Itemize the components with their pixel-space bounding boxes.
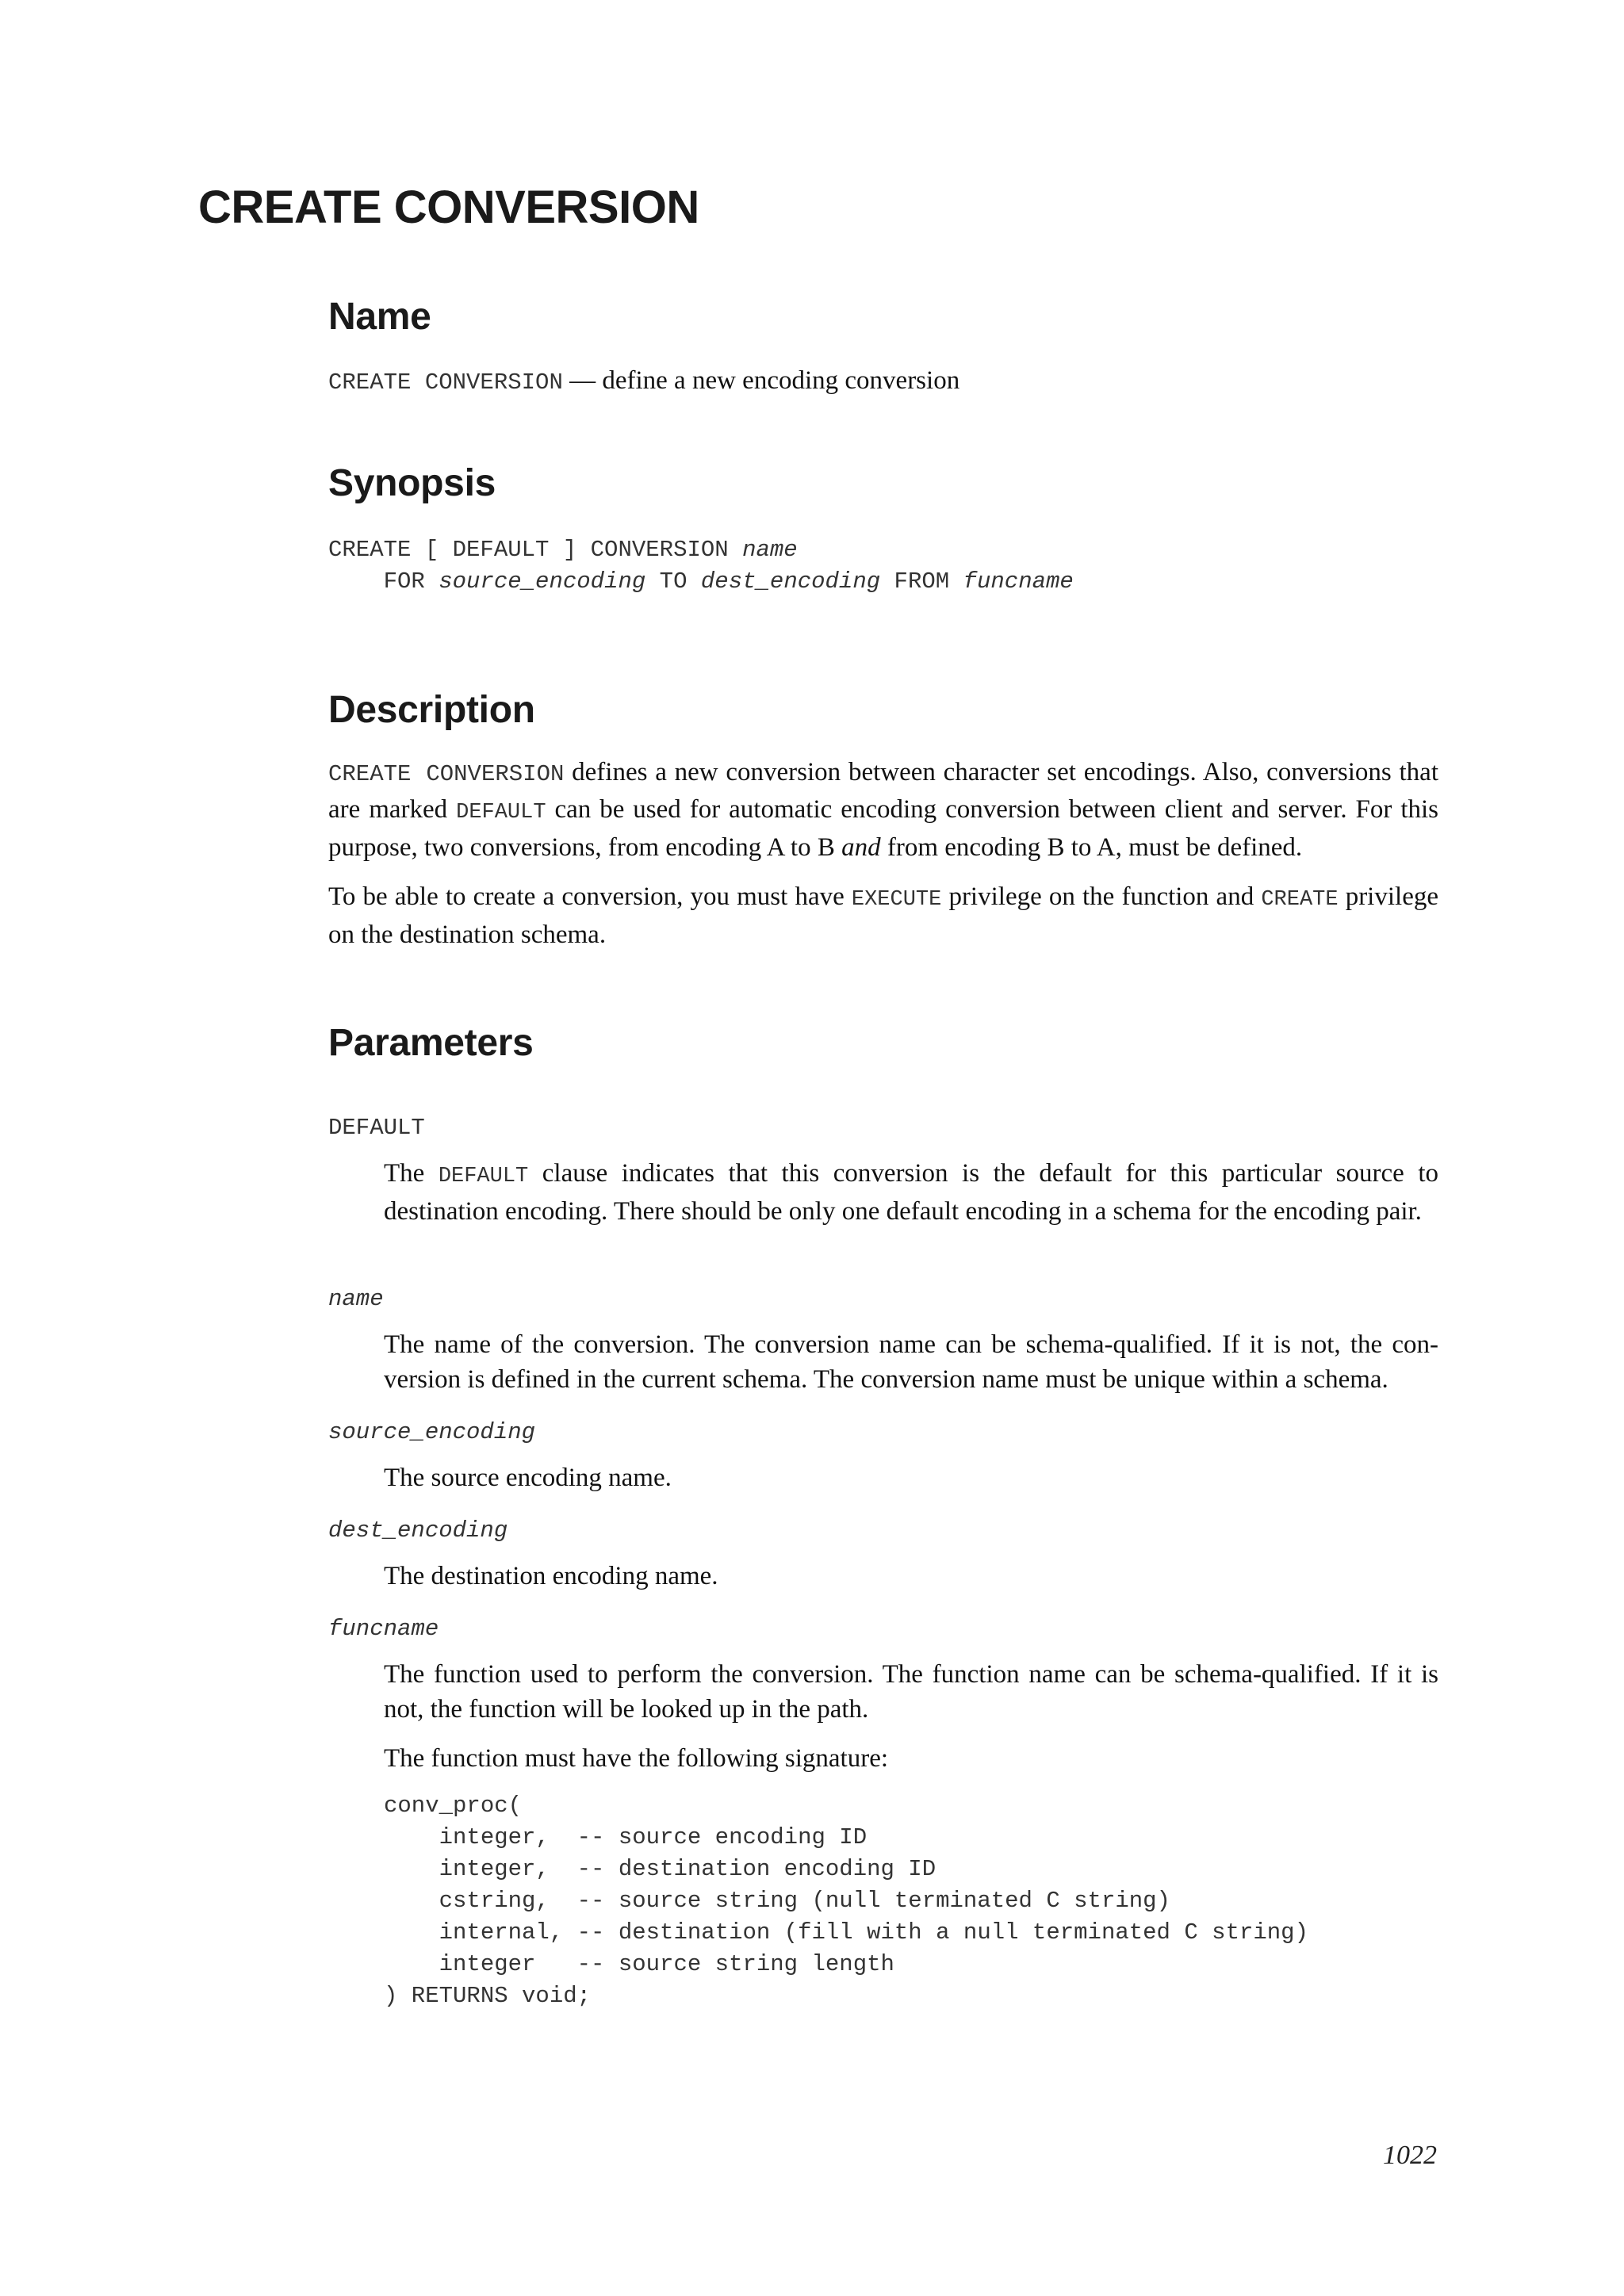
synopsis-dest-placeholder: dest_encoding: [700, 568, 881, 595]
param-term-dest-encoding: dest_encoding: [328, 1517, 508, 1544]
param-def-dest-encoding: [384, 1559, 1438, 1594]
param-def-default: [384, 1156, 1438, 1229]
page-title: CREATE CONVERSION: [198, 182, 699, 233]
text: The destination encoding name.: [384, 1562, 718, 1590]
inline-code: CREATE CONVERSION: [328, 761, 565, 787]
section-heading-parameters: Parameters: [328, 1022, 534, 1064]
text: The function used to perform the conversion. The function name can be schema-qualified. If it is not, the function will be looked up in the path.: [384, 1660, 1438, 1724]
text: defines a new conversion between character set encodings. Also, conversions that are marked: [328, 758, 1438, 824]
param-term-name: name: [328, 1286, 384, 1312]
inline-code: CREATE: [1261, 888, 1339, 912]
synopsis-source-placeholder: source_encoding: [439, 568, 646, 595]
function-signature-code: conv_proc( integer, -- source encoding ID integer, -- destination encoding ID cstring, -- source string (null terminated C string) internal, -- destination (fill with a null terminated C string) integer -- source string length ) RETURNS void;: [384, 1793, 1308, 2009]
name-description: — define a new encoding conversion: [562, 366, 960, 395]
text: The: [384, 1159, 439, 1188]
emphasis: and: [841, 833, 881, 862]
text: privilege on the function and: [941, 882, 1262, 911]
synopsis-for: FOR: [328, 568, 439, 595]
param-term-source-encoding: source_encoding: [328, 1419, 536, 1445]
param-def-funcname: [384, 1657, 1438, 2012]
text: privilege on the destination schema.: [328, 882, 1438, 949]
text: can be used for automatic encoding conversion between client and server. For this purpose, two conversions, from encoding A to B: [328, 795, 1438, 862]
synopsis-to: TO: [645, 568, 701, 595]
text: from encoding B to A, must be defined.: [880, 833, 1303, 862]
param-def-source-encoding: [384, 1460, 1438, 1495]
text: The source encoding name.: [384, 1464, 672, 1492]
text: The function must have the following signature:: [384, 1744, 889, 1773]
section-heading-name: Name: [328, 296, 431, 338]
text: The name of the conversion. The conversion name can be schema-qualified. If it is not, the con- version is defined in the current schema. The conversion name must be unique within a schema.: [384, 1330, 1438, 1394]
section-heading-description: Description: [328, 689, 535, 731]
inline-code: DEFAULT: [438, 1165, 529, 1188]
text: To be able to create a conversion, you must have: [328, 882, 852, 911]
description-paragraph-2: [328, 879, 1438, 952]
description-body: [328, 755, 1438, 952]
synopsis-func-placeholder: funcname: [963, 568, 1074, 595]
synopsis-line1-prefix: CREATE [ DEFAULT ] CONVERSION: [328, 537, 743, 563]
synopsis-block: [328, 534, 1438, 598]
inline-code: EXECUTE: [851, 888, 942, 912]
page-number: 1022: [1383, 2141, 1437, 2170]
param-term-funcname: funcname: [328, 1616, 439, 1642]
section-heading-synopsis: Synopsis: [328, 462, 496, 504]
name-line: [328, 363, 1438, 400]
description-paragraph-1: [328, 755, 1438, 865]
synopsis-from: FROM: [880, 568, 963, 595]
text: clause indicates that this conversion is the default for this particular source to destination encoding. There should be only one default encoding in a schema for the encoding pair.: [384, 1159, 1438, 1226]
param-def-name: [384, 1327, 1438, 1397]
synopsis-name-placeholder: name: [742, 537, 798, 563]
param-term-default: DEFAULT: [328, 1115, 425, 1141]
inline-code: DEFAULT: [456, 801, 546, 825]
name-command: CREATE CONVERSION: [328, 369, 563, 396]
